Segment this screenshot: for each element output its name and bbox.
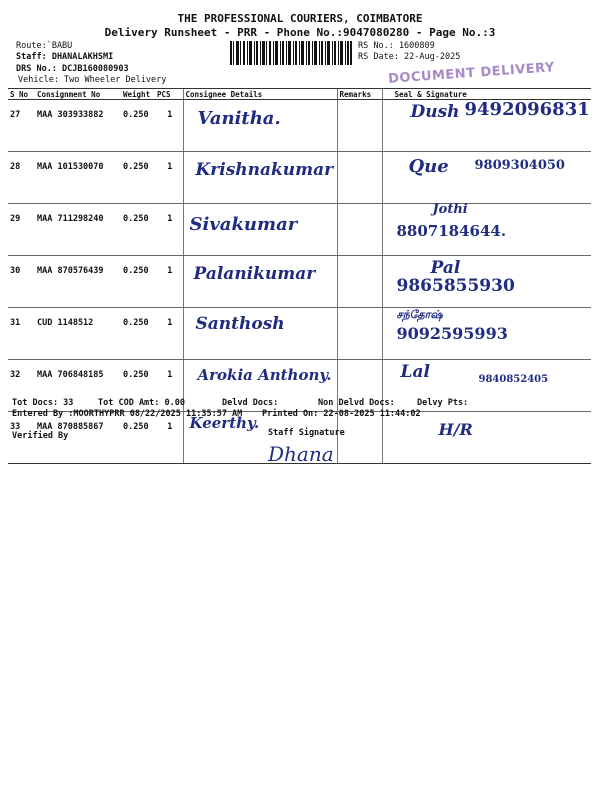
signature-cell <box>382 100 591 152</box>
table-header-row <box>8 89 591 100</box>
col-sno: S No <box>8 89 35 100</box>
entered-by: Entered By :MOORTHYPRR 08/22/2025 11:35:57 AM <box>12 409 243 419</box>
consignment-cell: MAA 706848185 <box>35 360 121 412</box>
consignment-cell: MAA 870576439 <box>35 256 121 308</box>
pcs-cell: 1 <box>155 308 183 360</box>
col-consignment: Consignment No <box>35 89 121 100</box>
total-cod-amount: Tot COD Amt: 0.00 <box>98 398 185 408</box>
remarks-cell <box>337 100 382 152</box>
sno-cell: 30 <box>8 256 35 308</box>
consignee-cell <box>183 204 337 256</box>
table-row <box>8 308 591 360</box>
sno-cell: 31 <box>8 308 35 360</box>
consignment-cell: MAA 711298240 <box>35 204 121 256</box>
signature-handwriting: H/R <box>438 420 473 439</box>
sno-cell: 27 <box>8 100 35 152</box>
remarks-cell <box>337 204 382 256</box>
col-seal-signature: Seal & Signature <box>382 89 591 100</box>
sno-cell: 29 <box>8 204 35 256</box>
signature-cell <box>382 308 591 360</box>
col-weight: Weight <box>121 89 155 100</box>
delivery-points: Delvy Pts: <box>417 398 469 408</box>
pcs-cell: 1 <box>155 256 183 308</box>
signature-handwriting: சந்தோஷ் <box>396 308 443 321</box>
signature-handwriting: Que <box>408 156 449 177</box>
table-row <box>8 204 591 256</box>
consignee-cell <box>183 152 337 204</box>
sno-cell: 28 <box>8 152 35 204</box>
remarks-cell <box>337 308 382 360</box>
consignee-handwriting: Sivakumar <box>189 214 298 235</box>
signature-cell <box>382 412 591 464</box>
signature-handwriting: Lal <box>400 362 430 382</box>
consignment-cell: MAA 303933882 <box>35 100 121 152</box>
consignee-handwriting: Arokia Anthony. <box>197 366 332 384</box>
remarks-cell <box>337 256 382 308</box>
weight-cell: 0.250 <box>121 308 155 360</box>
weight-cell: 0.250 <box>121 100 155 152</box>
signature-handwriting: Jothi <box>432 202 468 217</box>
weight-cell: 0.250 <box>121 204 155 256</box>
signature-cell <box>382 204 591 256</box>
consignee-cell <box>183 100 337 152</box>
col-pcs: PCS <box>155 89 183 100</box>
verified-by-label: Verified By <box>12 431 69 441</box>
consignee-handwriting: Palanikumar <box>193 264 316 284</box>
consignee-handwriting: Keerthy. <box>189 414 260 432</box>
sno-cell: 33 <box>8 412 35 464</box>
signature-cell <box>382 256 591 308</box>
staff-signature: Dhana <box>268 442 334 466</box>
document-delivery-stamp: DOCUMENT DELIVERY <box>387 60 556 87</box>
weight-cell: 0.250 <box>121 412 155 464</box>
sno-cell: 32 <box>8 360 35 412</box>
table-row <box>8 360 591 412</box>
weight-cell: 0.250 <box>121 256 155 308</box>
col-consignee: Consignee Details <box>183 89 337 100</box>
consignment-cell: MAA 101530070 <box>35 152 121 204</box>
signature-cell <box>382 152 591 204</box>
drs-number: DRS No.: DCJB160080903 <box>16 64 129 74</box>
document-subtitle: Delivery Runsheet - PRR - Phone No.:9047080280 - Page No.:3 <box>104 26 496 39</box>
table-row <box>8 256 591 308</box>
consignee-handwriting: Santhosh <box>195 314 285 334</box>
vehicle-label: Vehicle: Two Wheeler Delivery <box>18 75 167 85</box>
pcs-cell: 1 <box>155 412 183 464</box>
total-docs: Tot Docs: 33 <box>12 398 74 408</box>
route-label: Route:`BABU <box>16 41 73 51</box>
consignment-cell: CUD 1148512 <box>35 308 121 360</box>
remarks-cell <box>337 152 382 204</box>
phone-handwriting: 8807184644. <box>396 222 507 240</box>
phone-handwriting: 9865855930 <box>396 276 515 296</box>
weight-cell: 0.250 <box>121 152 155 204</box>
phone-handwriting: 9492096831 <box>464 99 590 120</box>
table-row <box>8 100 591 152</box>
signature-handwriting: Dush <box>410 102 460 122</box>
pcs-cell: 1 <box>155 100 183 152</box>
phone-handwriting: 9840852405 <box>478 374 549 385</box>
phone-handwriting: 9092595993 <box>396 324 508 343</box>
rs-number: RS No.: 1600809 <box>358 41 435 51</box>
barcode <box>230 41 352 65</box>
staff-signature-label: Staff Signature <box>268 428 345 438</box>
pcs-cell: 1 <box>155 152 183 204</box>
weight-cell: 0.250 <box>121 360 155 412</box>
rs-date: RS Date: 22-Aug-2025 <box>358 52 461 62</box>
col-remarks: Remarks <box>337 89 382 100</box>
non-delivered-docs: Non Delvd Docs: <box>318 398 395 408</box>
printed-on: Printed On: 22-08-2025 11:44:02 <box>262 409 421 419</box>
consignee-handwriting: Vanitha. <box>197 108 281 129</box>
runsheet-table <box>8 88 591 464</box>
signature-handwriting: Pal <box>430 258 461 278</box>
consignee-cell <box>183 308 337 360</box>
signature-cell <box>382 360 591 412</box>
consignee-cell <box>183 256 337 308</box>
phone-handwriting: 9809304050 <box>474 158 565 173</box>
consignee-handwriting: Krishnakumar <box>195 160 334 180</box>
staff-label: Staff: DHANALAKHSMI <box>16 52 114 62</box>
pcs-cell: 1 <box>155 204 183 256</box>
delivered-docs: Delvd Docs: <box>222 398 279 408</box>
table-row <box>8 152 591 204</box>
consignment-cell: MAA 870885867 <box>35 412 121 464</box>
document-title: THE PROFESSIONAL COURIERS, COIMBATORE <box>177 12 423 25</box>
pcs-cell: 1 <box>155 360 183 412</box>
